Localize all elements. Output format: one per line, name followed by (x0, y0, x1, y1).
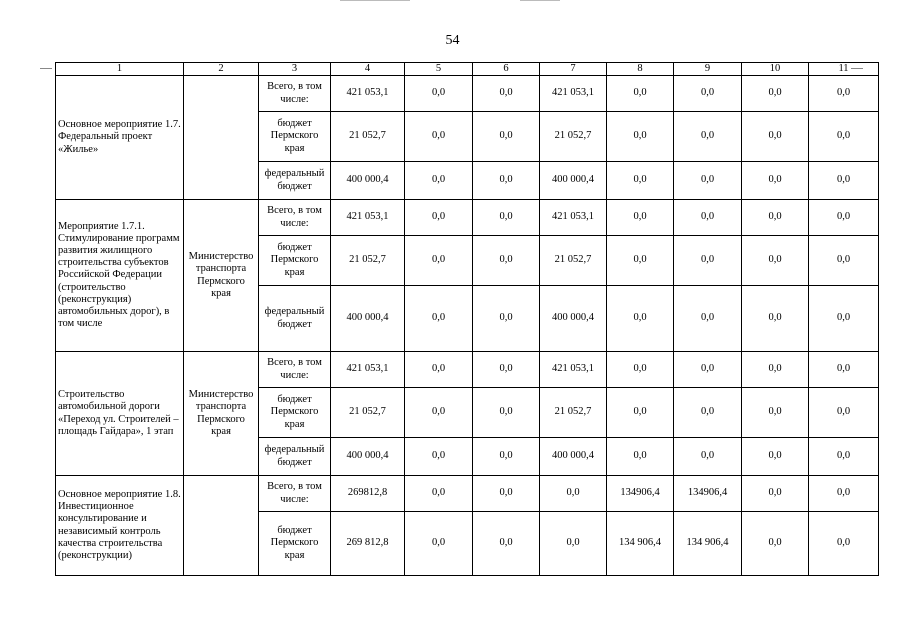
amount-cell: 0,0 (674, 200, 742, 236)
amount-cell: 0,0 (742, 286, 809, 352)
amount-cell: 0,0 (742, 476, 809, 512)
table-row (56, 76, 879, 112)
amount-cell: 0,0 (607, 388, 674, 438)
amount-cell: 0,0 (473, 162, 540, 200)
funding-source: бюджет Пермского края (259, 236, 331, 286)
executor-name (184, 476, 259, 576)
amount-cell: 0,0 (742, 512, 809, 576)
funding-source: бюджет Пермского края (259, 388, 331, 438)
amount-cell: 0,0 (405, 200, 473, 236)
amount-cell: 0,0 (473, 388, 540, 438)
amount-cell: 0,0 (405, 476, 473, 512)
amount-cell: 0,0 (809, 512, 879, 576)
amount-cell: 0,0 (742, 352, 809, 388)
amount-cell: 0,0 (607, 162, 674, 200)
amount-cell: 21 052,7 (331, 236, 405, 286)
funding-source: бюджет Пермского края (259, 112, 331, 162)
funding-source: Всего, в том числе: (259, 200, 331, 236)
amount-cell: 0,0 (809, 476, 879, 512)
column-header: 3 (259, 63, 331, 76)
amount-cell: 0,0 (809, 162, 879, 200)
amount-cell: 0,0 (742, 236, 809, 286)
amount-cell: 0,0 (405, 438, 473, 476)
amount-cell: 0,0 (674, 112, 742, 162)
header-row (56, 63, 879, 76)
column-header: 8 (607, 63, 674, 76)
amount-cell: 0,0 (405, 388, 473, 438)
amount-cell: 0,0 (607, 438, 674, 476)
amount-cell: 0,0 (742, 200, 809, 236)
amount-cell: 421 053,1 (331, 76, 405, 112)
amount-cell: 400 000,4 (331, 438, 405, 476)
amount-cell: 421 053,1 (540, 200, 607, 236)
amount-cell: 0,0 (809, 200, 879, 236)
margin-tick (40, 68, 52, 69)
amount-cell: 0,0 (607, 200, 674, 236)
funding-source: Всего, в том числе: (259, 476, 331, 512)
executor-name: Министерство транспорта Пермского края (184, 200, 259, 352)
amount-cell: 0,0 (809, 438, 879, 476)
amount-cell: 0,0 (607, 76, 674, 112)
amount-cell: 0,0 (809, 286, 879, 352)
amount-cell: 21 052,7 (540, 112, 607, 162)
amount-cell: 0,0 (473, 352, 540, 388)
amount-cell: 269 812,8 (331, 512, 405, 576)
amount-cell: 400 000,4 (540, 438, 607, 476)
amount-cell: 0,0 (473, 112, 540, 162)
table-row (56, 200, 879, 236)
amount-cell: 0,0 (405, 352, 473, 388)
amount-cell: 0,0 (742, 76, 809, 112)
executor-name: Министерство транспорта Пермского края (184, 352, 259, 476)
amount-cell: 0,0 (405, 236, 473, 286)
amount-cell: 400 000,4 (331, 286, 405, 352)
amount-cell: 134906,4 (674, 476, 742, 512)
amount-cell: 0,0 (809, 112, 879, 162)
funding-source: бюджет Пермского края (259, 512, 331, 576)
amount-cell: 0,0 (742, 388, 809, 438)
executor-name (184, 76, 259, 200)
amount-cell: 0,0 (473, 286, 540, 352)
amount-cell: 21 052,7 (331, 112, 405, 162)
top-edge-line (520, 0, 560, 1)
amount-cell: 0,0 (473, 512, 540, 576)
amount-cell: 0,0 (607, 236, 674, 286)
amount-cell: 400 000,4 (540, 162, 607, 200)
amount-cell: 0,0 (742, 162, 809, 200)
amount-cell: 0,0 (405, 112, 473, 162)
amount-cell: 0,0 (405, 512, 473, 576)
column-header: 5 (405, 63, 473, 76)
amount-cell: 0,0 (405, 76, 473, 112)
amount-cell: 21 052,7 (540, 236, 607, 286)
amount-cell: 0,0 (473, 76, 540, 112)
amount-cell: 0,0 (607, 286, 674, 352)
amount-cell: 421 053,1 (331, 352, 405, 388)
amount-cell: 0,0 (540, 476, 607, 512)
amount-cell: 0,0 (405, 286, 473, 352)
amount-cell: 134906,4 (607, 476, 674, 512)
top-edge-line (340, 0, 410, 1)
amount-cell: 0,0 (607, 112, 674, 162)
activity-name: Основное мероприятие 1.7. Федеральный проект «Жилье» (56, 76, 184, 200)
amount-cell: 400 000,4 (331, 162, 405, 200)
column-header: 7 (540, 63, 607, 76)
amount-cell: 134 906,4 (674, 512, 742, 576)
amount-cell: 134 906,4 (607, 512, 674, 576)
budget-table (55, 62, 879, 576)
column-header: 11 (809, 63, 879, 76)
funding-source: федеральный бюджет (259, 162, 331, 200)
amount-cell: 0,0 (809, 352, 879, 388)
amount-cell: 0,0 (473, 236, 540, 286)
column-header: 4 (331, 63, 405, 76)
amount-cell: 0,0 (674, 352, 742, 388)
activity-name: Мероприятие 1.7.1. Стимулирование программ развития жилищного строительства субъектов Российской Федерации (строительство (реконструкция) автомобильных дорог), в том числе (56, 200, 184, 352)
funding-source: Всего, в том числе: (259, 352, 331, 388)
amount-cell: 0,0 (809, 388, 879, 438)
amount-cell: 269812,8 (331, 476, 405, 512)
activity-name: Основное мероприятие 1.8. Инвестиционное консультирование и независимый контроль качества строительства (реконструкции) (56, 476, 184, 576)
column-header: 9 (674, 63, 742, 76)
table-row (56, 352, 879, 388)
column-header: 2 (184, 63, 259, 76)
funding-source: Всего, в том числе: (259, 76, 331, 112)
amount-cell: 0,0 (473, 200, 540, 236)
amount-cell: 21 052,7 (331, 388, 405, 438)
amount-cell: 0,0 (540, 512, 607, 576)
amount-cell: 0,0 (674, 286, 742, 352)
column-header: 6 (473, 63, 540, 76)
amount-cell: 400 000,4 (540, 286, 607, 352)
amount-cell: 0,0 (809, 76, 879, 112)
amount-cell: 0,0 (809, 236, 879, 286)
amount-cell: 421 053,1 (540, 352, 607, 388)
amount-cell: 0,0 (473, 476, 540, 512)
amount-cell: 0,0 (674, 162, 742, 200)
amount-cell: 0,0 (674, 388, 742, 438)
amount-cell: 0,0 (473, 438, 540, 476)
amount-cell: 421 053,1 (540, 76, 607, 112)
table-row (56, 476, 879, 512)
page-number: 54 (445, 33, 460, 48)
column-header: 10 (742, 63, 809, 76)
column-header: 1 (56, 63, 184, 76)
amount-cell: 0,0 (674, 236, 742, 286)
amount-cell: 421 053,1 (331, 200, 405, 236)
funding-source: федеральный бюджет (259, 438, 331, 476)
funding-source: федеральный бюджет (259, 286, 331, 352)
amount-cell: 0,0 (742, 112, 809, 162)
amount-cell: 21 052,7 (540, 388, 607, 438)
amount-cell: 0,0 (405, 162, 473, 200)
amount-cell: 0,0 (674, 76, 742, 112)
amount-cell: 0,0 (742, 438, 809, 476)
amount-cell: 0,0 (674, 438, 742, 476)
activity-name: Строительство автомобильной дороги «Переход ул. Строителей – площадь Гайдара», 1 этап (56, 352, 184, 476)
amount-cell: 0,0 (607, 352, 674, 388)
